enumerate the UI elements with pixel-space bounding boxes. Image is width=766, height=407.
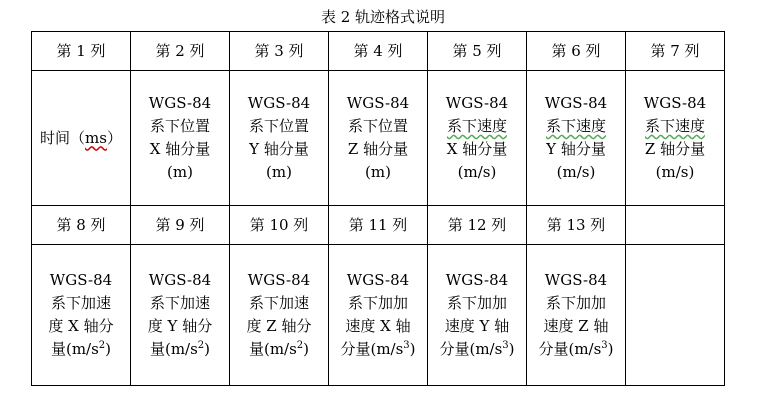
desc-text: 系下速度 (545, 117, 606, 135)
header-cell-col-5: 第 5 列 (428, 32, 527, 71)
desc-cell-col-1 (32, 71, 131, 206)
desc-line: 系下加加 (545, 294, 606, 312)
exponent: 2 (197, 340, 205, 351)
desc-text: 系下速度 (446, 117, 507, 135)
desc-line: X 轴分量 (149, 140, 211, 158)
desc-line: (m) (266, 163, 292, 181)
desc-line: Y 轴分量 (546, 140, 606, 158)
desc-line: WGS-84 (346, 94, 410, 112)
header-row-2 (32, 206, 725, 245)
header-cell-empty (626, 206, 725, 245)
table-caption: 表 2 轨迹格式说明 (320, 8, 446, 26)
header-cell-col-2: 第 2 列 (131, 32, 230, 71)
desc-line (527, 338, 625, 361)
exponent: 2 (98, 340, 106, 351)
desc-text: ) (607, 340, 614, 358)
desc-cell-col-8 (32, 245, 131, 386)
desc-cell-empty (626, 245, 725, 386)
desc-line: 速度 Y 轴 (444, 317, 510, 335)
desc-text: ) (105, 340, 112, 358)
desc-line (131, 338, 229, 361)
desc-cell-col-7 (626, 71, 725, 206)
desc-cell-col-5 (428, 71, 527, 206)
desc-line: WGS-84 (247, 94, 311, 112)
header-cell-col-1: 第 1 列 (32, 32, 131, 71)
desc-line: (m) (167, 163, 193, 181)
trajectory-format-table (31, 31, 725, 386)
desc-cell-col-6 (527, 71, 626, 206)
header-cell-col-10: 第 10 列 (230, 206, 329, 245)
desc-text: 分量(m/s (439, 340, 503, 358)
desc-line (527, 115, 625, 138)
desc-line (329, 338, 427, 361)
desc-text: 分量(m/s (538, 340, 602, 358)
desc-line: X 轴分量 (446, 140, 508, 158)
desc-text: 量(m/s (248, 340, 297, 358)
desc-line: 系下加加 (446, 294, 507, 312)
desc-line: 系下位置 (248, 117, 309, 135)
desc-line: Z 轴分量 (644, 140, 706, 158)
desc-line: (m/s) (457, 163, 497, 181)
desc-cell-col-10 (230, 245, 329, 386)
desc-line: WGS-84 (148, 94, 212, 112)
desc-text: 时间（ (40, 128, 86, 147)
desc-line: WGS-84 (445, 94, 509, 112)
description-row-1 (32, 71, 725, 206)
desc-line: WGS-84 (49, 271, 113, 289)
header-cell-col-13: 第 13 列 (527, 206, 626, 245)
desc-text: ) (508, 340, 515, 358)
exponent: 3 (502, 340, 509, 351)
header-cell-col-11: 第 11 列 (329, 206, 428, 245)
desc-line (32, 338, 130, 361)
desc-cell-col-11 (329, 245, 428, 386)
desc-line: WGS-84 (247, 271, 311, 289)
desc-line (626, 115, 724, 138)
desc-text: ) (204, 340, 211, 358)
desc-line: WGS-84 (346, 271, 410, 289)
desc-cell-col-3 (230, 71, 329, 206)
desc-line: WGS-84 (445, 271, 509, 289)
desc-text: 分量(m/s (340, 340, 404, 358)
desc-cell-col-2 (131, 71, 230, 206)
desc-line: 系下加速 (149, 294, 210, 312)
header-cell-col-6: 第 6 列 (527, 32, 626, 71)
desc-line: 速度 X 轴 (345, 317, 411, 335)
desc-line: WGS-84 (544, 271, 608, 289)
desc-line: 系下位置 (347, 117, 408, 135)
desc-line: WGS-84 (544, 94, 608, 112)
desc-line: (m) (365, 163, 391, 181)
desc-line: (m/s) (655, 163, 695, 181)
desc-line: 系下位置 (149, 117, 210, 135)
desc-text: ） (106, 128, 122, 147)
desc-text: 量(m/s (149, 340, 198, 358)
desc-line: 度 Y 轴分 (147, 317, 213, 335)
desc-line: 度 Z 轴分 (246, 317, 312, 335)
desc-line: WGS-84 (148, 271, 212, 289)
desc-text: 量(m/s (50, 340, 99, 358)
desc-line: 速度 Z 轴 (543, 317, 609, 335)
header-cell-col-7: 第 7 列 (626, 32, 725, 71)
desc-line (428, 338, 526, 361)
desc-cell-col-12 (428, 245, 527, 386)
header-cell-col-12: 第 12 列 (428, 206, 527, 245)
desc-cell-col-4 (329, 71, 428, 206)
desc-text: ) (303, 340, 310, 358)
desc-cell-col-13 (527, 245, 626, 386)
description-row-2 (32, 245, 725, 386)
desc-line (230, 338, 328, 361)
desc-line: (m/s) (556, 163, 596, 181)
exponent: 2 (296, 340, 304, 351)
desc-line: Y 轴分量 (249, 140, 309, 158)
desc-line (428, 115, 526, 138)
header-cell-col-9: 第 9 列 (131, 206, 230, 245)
desc-cell-col-9 (131, 245, 230, 386)
desc-line: WGS-84 (643, 94, 707, 112)
desc-line: Z 轴分量 (347, 140, 409, 158)
header-cell-col-8: 第 8 列 (32, 206, 131, 245)
header-cell-col-3: 第 3 列 (230, 32, 329, 71)
header-row-1 (32, 32, 725, 71)
exponent: 3 (601, 340, 608, 351)
desc-text: ) (409, 340, 416, 358)
desc-line: 系下加加 (347, 294, 408, 312)
unit-ms: ms (85, 128, 107, 147)
desc-text: 系下速度 (644, 117, 705, 135)
desc-line: 度 X 轴分 (48, 317, 114, 335)
exponent: 3 (403, 340, 410, 351)
desc-line: 系下加速 (50, 294, 111, 312)
desc-line: 系下加速 (248, 294, 309, 312)
header-cell-col-4: 第 4 列 (329, 32, 428, 71)
